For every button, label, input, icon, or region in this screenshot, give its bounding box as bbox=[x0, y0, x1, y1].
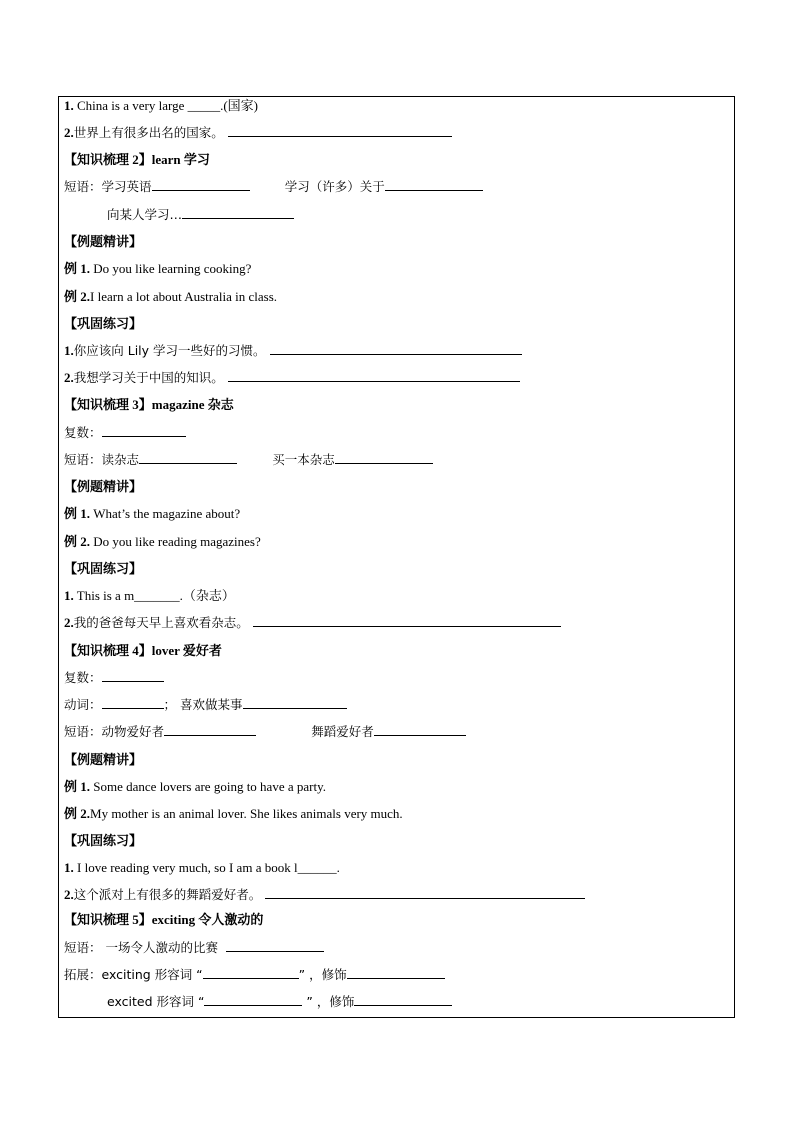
answer-blank[interactable] bbox=[335, 451, 433, 464]
example-line: 例 2.My mother is an animal lover. She likes animals very much. bbox=[64, 806, 403, 821]
phrase-line: 拓展：exciting 形容词 “ ” ，修饰 bbox=[64, 966, 445, 984]
section-heading: 【例题精讲】 bbox=[64, 234, 143, 249]
answer-blank[interactable] bbox=[152, 178, 250, 191]
phrase-line: 短语：动物爱好者 舞蹈爱好者 bbox=[64, 723, 466, 741]
phrase-line: 短语： 一场令人激动的比赛 bbox=[64, 939, 324, 957]
answer-blank[interactable] bbox=[347, 966, 445, 979]
section-heading: 【巩固练习】 bbox=[64, 833, 143, 848]
answer-blank[interactable] bbox=[354, 993, 452, 1006]
answer-blank[interactable] bbox=[253, 614, 561, 627]
phrase-line: excited 形容词 “ ” ，修饰 bbox=[107, 993, 452, 1011]
phrase-line: 短语：学习英语 学习（许多）关于 bbox=[64, 178, 483, 196]
answer-blank[interactable] bbox=[265, 886, 585, 899]
answer-blank[interactable] bbox=[102, 424, 186, 437]
section-heading: 【知识梳理 3】magazine 杂志 bbox=[64, 397, 234, 412]
section-heading: 【知识梳理 5】exciting 令人激动的 bbox=[64, 912, 264, 927]
phrase-line: 短语：读杂志 买一本杂志 bbox=[64, 451, 433, 469]
section-heading: 【巩固练习】 bbox=[64, 316, 143, 331]
phrase-line: 动词： ； 喜欢做某事 bbox=[64, 696, 347, 714]
answer-blank[interactable] bbox=[102, 696, 164, 709]
answer-blank[interactable] bbox=[385, 178, 483, 191]
phrase-line: 复数： bbox=[64, 669, 164, 687]
answer-blank[interactable] bbox=[164, 723, 256, 736]
example-line: 例 2. Do you like reading magazines? bbox=[64, 534, 261, 549]
section-heading: 【例题精讲】 bbox=[64, 479, 143, 494]
exercise-line: 1. I love reading very much, so I am a book l______. bbox=[64, 860, 340, 875]
section-heading: 【例题精讲】 bbox=[64, 752, 143, 767]
example-line: 例 1. Do you like learning cooking? bbox=[64, 261, 252, 276]
answer-blank[interactable] bbox=[102, 669, 164, 682]
worksheet-frame bbox=[58, 96, 735, 1018]
answer-blank[interactable] bbox=[182, 206, 294, 219]
phrase-line: 复数： bbox=[64, 424, 186, 442]
exercise-line: 1.你应该向 Lily 学习一些好的习惯。 bbox=[64, 342, 522, 360]
section-heading: 【知识梳理 4】lover 爱好者 bbox=[64, 643, 222, 658]
answer-blank[interactable] bbox=[228, 124, 452, 137]
exercise-line: 2.我的爸爸每天早上喜欢看杂志。 bbox=[64, 614, 561, 632]
exercise-line: 1. This is a m_______.（杂志） bbox=[64, 588, 235, 603]
exercise-line: 1. China is a very large _____.(国家) bbox=[64, 98, 258, 113]
phrase-line: 向某人学习… bbox=[107, 206, 294, 224]
exercise-line: 2.这个派对上有很多的舞蹈爱好者。 bbox=[64, 886, 585, 904]
answer-blank[interactable] bbox=[203, 966, 299, 979]
answer-blank[interactable] bbox=[226, 939, 324, 952]
answer-blank[interactable] bbox=[270, 342, 522, 355]
exercise-line: 2.我想学习关于中国的知识。 bbox=[64, 369, 520, 387]
section-heading: 【知识梳理 2】learn 学习 bbox=[64, 152, 210, 167]
example-line: 例 2.I learn a lot about Australia in class. bbox=[64, 289, 278, 304]
answer-blank[interactable] bbox=[228, 369, 520, 382]
section-heading: 【巩固练习】 bbox=[64, 561, 143, 576]
example-line: 例 1. What’s the magazine about? bbox=[64, 506, 241, 521]
example-line: 例 1. Some dance lovers are going to have a party. bbox=[64, 779, 326, 794]
answer-blank[interactable] bbox=[374, 723, 466, 736]
answer-blank[interactable] bbox=[139, 451, 237, 464]
exercise-line: 2.世界上有很多出名的国家。 bbox=[64, 124, 452, 142]
answer-blank[interactable] bbox=[243, 696, 347, 709]
answer-blank[interactable] bbox=[204, 993, 302, 1006]
